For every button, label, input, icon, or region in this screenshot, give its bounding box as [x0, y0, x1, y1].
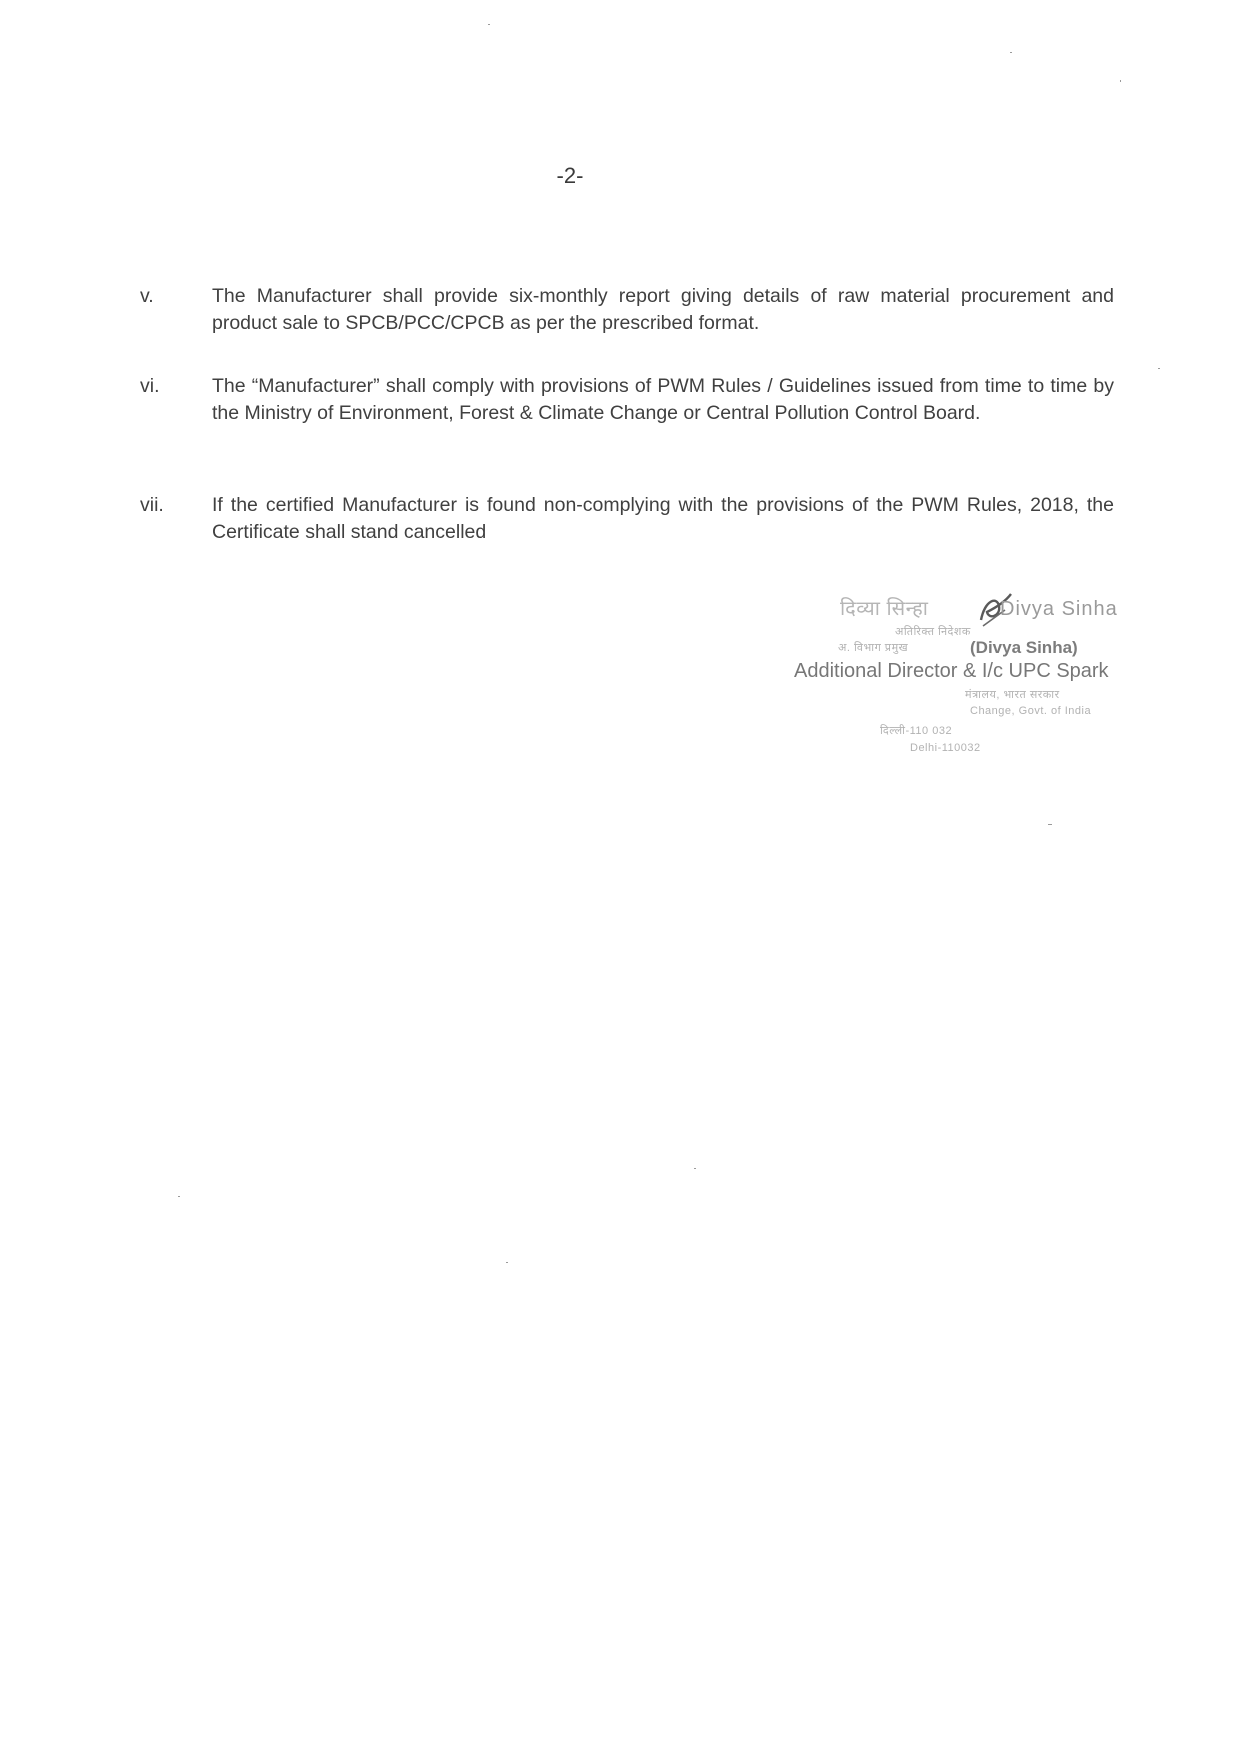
clause-numeral: v. — [140, 285, 154, 307]
clause-vi — [140, 373, 1120, 427]
scan-speck — [694, 1168, 696, 1169]
signature-stamp — [780, 590, 1160, 780]
page-number: -2- — [556, 163, 584, 188]
scan-speck — [506, 1262, 508, 1263]
stamp-designation: Additional Director & I/c UPC Spark — [794, 660, 1109, 682]
stamp-change-line: Change, Govt. of India — [970, 705, 1092, 717]
clause-text: The Manufacturer shall provide six-monthly report giving details of raw material procurement and product sale to SPCB/PCC/CPCB as per the prescribed format. — [212, 285, 1114, 334]
clause-numeral: vii. — [140, 494, 164, 516]
scan-speck — [1010, 52, 1012, 53]
stamp-faint-line: अ. विभाग प्रमुख — [838, 642, 909, 654]
clause-text: If the certified Manufacturer is found non-complying with the provisions of the PWM Rules, 2018, the Certificate shall stand cancelled — [212, 494, 1114, 543]
clause-text: The “Manufacturer” shall comply with provisions of PWM Rules / Guidelines issued from time to time by the Ministry of Environment, Forest & Climate Change or Central Pollution Control Board. — [212, 375, 1114, 424]
clause-vii — [140, 492, 1120, 546]
scan-speck — [178, 1196, 180, 1197]
stamp-name-parenthetical: (Divya Sinha) — [970, 638, 1078, 657]
scan-speck — [488, 24, 490, 25]
stamp-faint-hindi-name: दिव्या सिन्हा — [840, 598, 929, 620]
scan-speck — [1120, 80, 1121, 82]
stamp-faint-line: अतिरिक्त निदेशक — [895, 626, 971, 638]
scan-speck — [1158, 368, 1160, 369]
stamp-name: Divya Sinha — [1000, 598, 1118, 620]
clause-v — [140, 283, 1120, 337]
stamp-city-line-en: Delhi-110032 — [910, 742, 981, 754]
stamp-faint-line: मंत्रालय, भारत सरकार — [965, 689, 1060, 701]
stamp-city-line: दिल्ली-110 032 — [880, 725, 953, 737]
scan-speck — [1048, 824, 1052, 825]
clause-numeral: vi. — [140, 375, 160, 397]
